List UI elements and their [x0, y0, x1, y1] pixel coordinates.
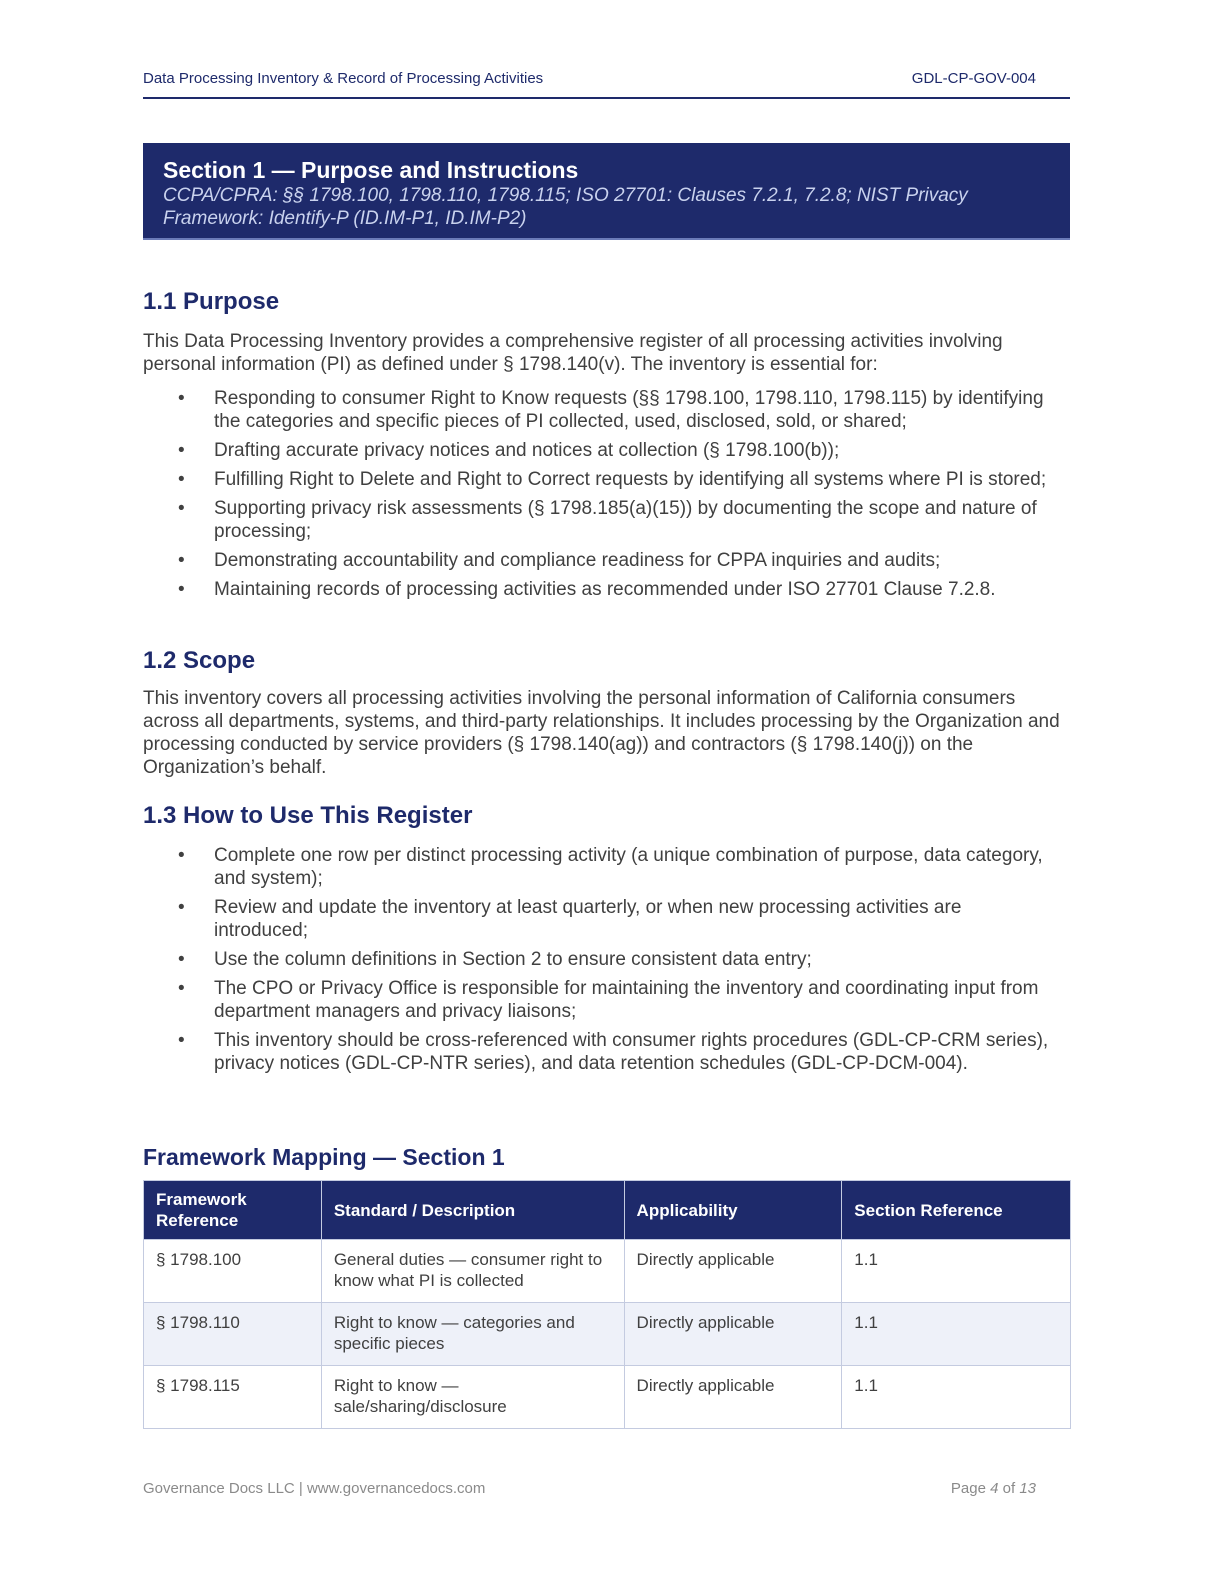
page-current: 4	[990, 1480, 999, 1497]
table-cell: § 1798.100	[144, 1240, 322, 1303]
framework-mapping-table	[143, 1180, 1071, 1429]
page-number	[951, 1480, 1036, 1497]
table-cell: Right to know — sale/sharing/disclosure	[321, 1366, 624, 1429]
column-header: Standard / Description	[321, 1181, 624, 1240]
header-title: Data Processing Inventory & Record of Processing Activities	[143, 70, 544, 87]
howto-bullet-list	[143, 844, 1070, 1081]
heading-how-to-use: 1.3 How to Use This Register	[143, 802, 473, 829]
purpose-intro: This Data Processing Inventory provides a comprehensive register of all processing activities involving personal information (PI) as defined under § 1798.140(v). The inventory is essential for:	[143, 331, 1003, 375]
table-cell: § 1798.115	[144, 1366, 322, 1429]
section-banner	[143, 143, 1070, 240]
table-header-row	[144, 1181, 1071, 1240]
table-row	[144, 1240, 1071, 1303]
list-item: • Drafting accurate privacy notices and notices at collection (§ 1798.100(b));	[143, 439, 1070, 462]
table-cell: Directly applicable	[624, 1303, 842, 1366]
column-header: Framework Reference	[144, 1181, 322, 1240]
column-header: Applicability	[624, 1181, 842, 1240]
section-title: Section 1 — Purpose and Instructions	[163, 157, 579, 183]
table-cell: General duties — consumer right to know what PI is collected	[321, 1240, 624, 1303]
heading-scope: 1.2 Scope	[143, 647, 256, 674]
column-header: Section Reference	[842, 1181, 1071, 1240]
list-item: • This inventory should be cross-referenced with consumer rights procedures (GDL-CP-CRM series), privacy notices (GDL-CP-NTR series), and data retention schedules (GDL-CP-DCM-004).	[143, 1029, 1070, 1075]
running-header	[143, 70, 1070, 99]
list-item: • The CPO or Privacy Office is responsible for maintaining the inventory and coordinating input from department managers and privacy liaisons;	[143, 977, 1070, 1023]
list-item: • Review and update the inventory at least quarterly, or when new processing activities are introduced;	[143, 896, 1070, 942]
header-doc-id: GDL-CP-GOV-004	[911, 70, 1036, 87]
footer-company: Governance Docs LLC | www.governancedocs.com	[143, 1480, 486, 1497]
running-footer	[143, 1480, 1070, 1497]
list-item: • Maintaining records of processing activities as recommended under ISO 27701 Clause 7.2.8.	[143, 578, 1070, 601]
list-item: • Demonstrating accountability and compliance readiness for CPPA inquiries and audits;	[143, 549, 1070, 572]
purpose-bullet-list	[143, 387, 1070, 607]
table-cell: Right to know — categories and specific pieces	[321, 1303, 624, 1366]
page-total: 13	[1019, 1480, 1036, 1497]
heading-purpose: 1.1 Purpose	[143, 288, 280, 315]
list-item: • Complete one row per distinct processing activity (a unique combination of purpose, data category, and system);	[143, 844, 1070, 890]
table-cell: Directly applicable	[624, 1240, 842, 1303]
table-cell: § 1798.110	[144, 1303, 322, 1366]
table-cell: Directly applicable	[624, 1366, 842, 1429]
table-row	[144, 1303, 1071, 1366]
list-item: • Fulfilling Right to Delete and Right to Correct requests by identifying all systems where PI is stored;	[143, 468, 1070, 491]
section-framework-refs: CCPA/CPRA: §§ 1798.100, 1798.110, 1798.115; ISO 27701: Clauses 7.2.1, 7.2.8; NIST Privacy Framework: Identify-P (ID.IM-P1, ID.IM-P2)	[163, 185, 968, 229]
table-row	[144, 1366, 1071, 1429]
list-item: • Use the column definitions in Section 2 to ensure consistent data entry;	[143, 948, 1070, 971]
list-item: • Responding to consumer Right to Know requests (§§ 1798.100, 1798.110, 1798.115) by identifying the categories and specific pieces of PI collected, used, disclosed, sold, or shared;	[143, 387, 1070, 433]
page-label: Page	[950, 1480, 986, 1497]
table-cell: 1.1	[842, 1366, 1071, 1429]
scope-text: This inventory covers all processing activities involving the personal information of California consumers across all departments, systems, and third-party relationships. It includes processing by the Organization and processing conducted by service providers (§ 1798.140(ag)) and contractors (§ 1798.140(j)) on the Organization’s behalf.	[143, 688, 1060, 778]
page-of: of	[1002, 1480, 1016, 1497]
table-cell: 1.1	[842, 1240, 1071, 1303]
list-item: • Supporting privacy risk assessments (§ 1798.185(a)(15)) by documenting the scope and nature of processing;	[143, 497, 1070, 543]
heading-framework-mapping: Framework Mapping — Section 1	[143, 1144, 505, 1170]
table-cell: 1.1	[842, 1303, 1071, 1366]
